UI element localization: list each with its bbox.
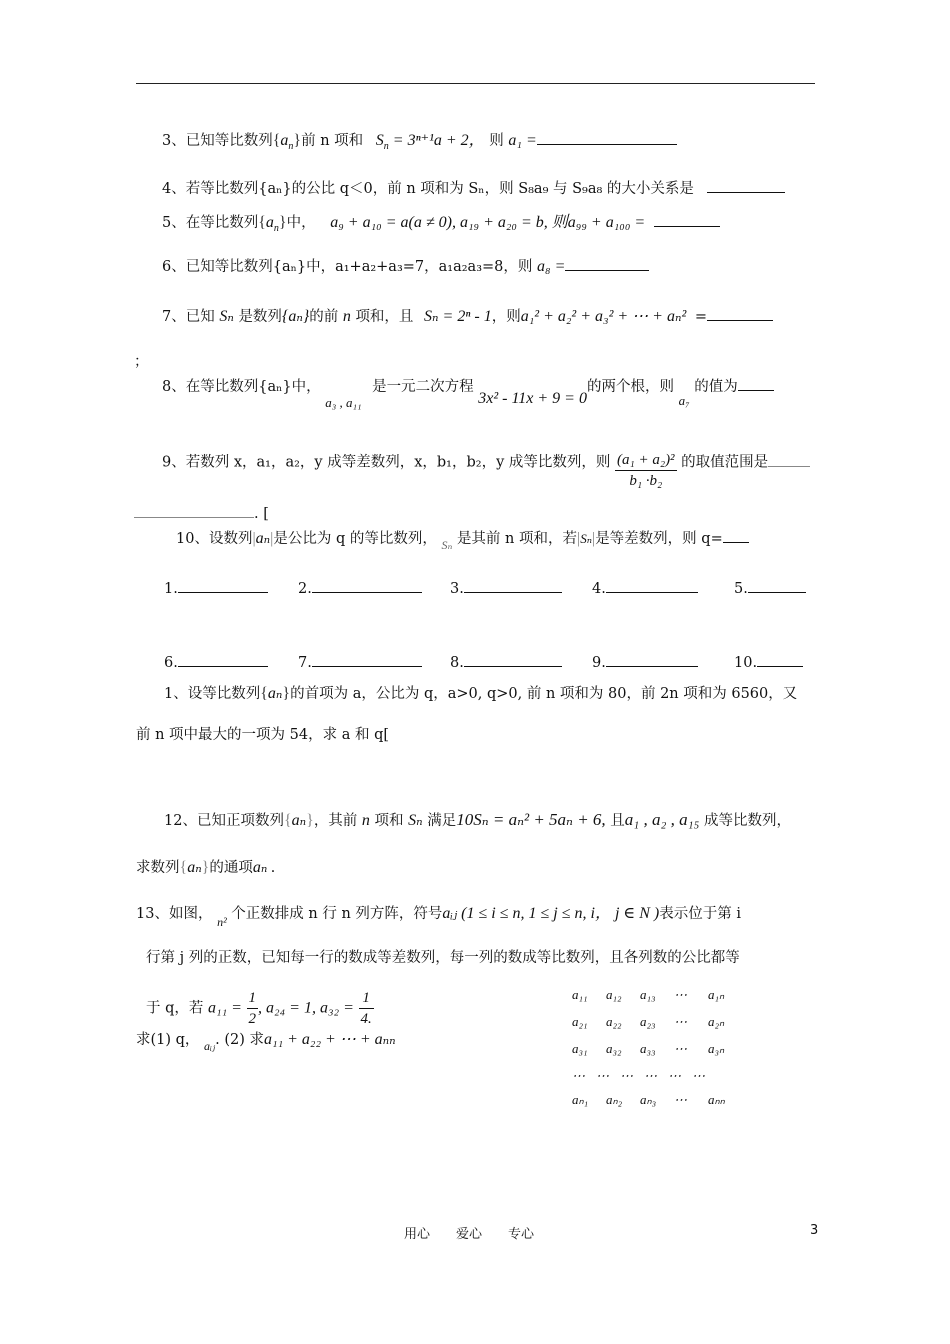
problem-13-line3 <box>146 988 374 1029</box>
p10-mid: 是公比为 q 的等比数列， <box>273 531 437 547</box>
p13-f2-den: 4. <box>360 1011 372 1027</box>
answer-label-2: 2. <box>298 581 312 597</box>
matrix-row-dots <box>572 1065 742 1089</box>
p12-lead: 12、已知正项数列 <box>164 813 284 829</box>
p5-lead: 5、在等比数列 <box>162 215 259 231</box>
matrix-cell: a₃ₙ <box>708 1041 725 1056</box>
p11-lead: 1、设等比数列 <box>164 686 261 702</box>
matrix-cell: ⋯ <box>692 1068 705 1083</box>
matrix-cell: a₁₃ <box>640 987 656 1002</box>
p12-mid4: 且 <box>610 813 625 829</box>
p13-fraction-half <box>247 988 259 1029</box>
p13-a11: a₁₁ = <box>208 999 242 1017</box>
answer-blank-p3[interactable] <box>537 130 677 145</box>
matrix-row-3 <box>572 1038 742 1065</box>
problem-13-line2: 行第 j 列的正数，已知每一行的数成等差数列，每一列的数成等比数列，且各列数的公比都等 <box>146 950 740 966</box>
p13-line4b: . (2) 求 <box>215 1032 264 1048</box>
p13-f2-num: 1 <box>359 988 374 1009</box>
matrix-cell: a₃₁ <box>572 1041 588 1056</box>
matrix-cell: ⋯ <box>674 1092 687 1107</box>
p5-mid: 中， <box>286 215 316 231</box>
matrix-cell: a₂ₙ <box>708 1014 725 1029</box>
footer-motto: 用心 爱心 专心 <box>404 1227 535 1242</box>
matrix-cell: a₁₂ <box>606 987 622 1002</box>
p10-seq2: Sₙ <box>580 531 592 546</box>
p12-formula: 10Sₙ = aₙ² + 5aₙ + 6, <box>456 810 606 829</box>
p12-line2a: 求数列 <box>136 860 180 876</box>
matrix-cell: a₁₁ <box>572 987 588 1002</box>
p7-mid4: ，则 <box>491 309 521 325</box>
matrix-cell: ⋯ <box>596 1068 609 1083</box>
p7-lead: 7、已知 <box>162 309 215 325</box>
problem-6 <box>162 256 649 277</box>
p12-mid3: 满足 <box>427 813 457 829</box>
p8-lead: 8、在等比数列{aₙ}中， <box>162 379 321 395</box>
matrix-figure <box>572 984 742 1116</box>
p3-mid: 前 n 项和 <box>301 133 364 149</box>
answer-blank-6[interactable] <box>178 652 268 667</box>
matrix-cell: aₙ₂ <box>606 1092 623 1107</box>
matrix-cell: a₃₂ <box>606 1041 622 1056</box>
answer-blank-5[interactable] <box>748 578 806 593</box>
p3-tail: 则 <box>489 133 504 149</box>
p7-formula2: a₁² + a₂² + a₃² + ⋯ + aₙ² <box>520 308 687 325</box>
p7-n: n <box>342 308 351 325</box>
p5-formula: a₉ + a₁₀ = a(a ≠ 0), a₁₉ + a₂₀ = b, 则a₉₉ + a₁₀₀ = <box>330 214 646 231</box>
answer-row-1 <box>164 578 806 599</box>
matrix-cell: a₂₃ <box>640 1014 656 1029</box>
p10-lead: 10、设数列 <box>176 531 253 547</box>
p13-aij: aᵢⱼ <box>204 1039 216 1053</box>
matrix-cell: a₁ₙ <box>708 987 725 1002</box>
answer-blank-p7[interactable] <box>707 306 773 321</box>
matrix-cell: a₃₃ <box>640 1041 656 1056</box>
p8-ask: a₇ <box>678 393 690 408</box>
problem-8 <box>162 376 774 410</box>
p9-cont: . [ <box>254 506 269 522</box>
p12-seq: aₙ <box>291 812 307 829</box>
answer-label-6: 6. <box>164 655 178 671</box>
answer-blank-7[interactable] <box>312 652 422 667</box>
matrix-row-2 <box>572 1011 742 1038</box>
p9-denominator: b₁ ·b₂ <box>629 473 663 489</box>
p13-line3b: , a₂₄ = 1, a₃₂ = <box>258 999 354 1017</box>
answer-blank-p9-cont[interactable] <box>134 503 254 518</box>
answer-label-10: 10. <box>734 655 758 671</box>
p13-n2: n² <box>217 915 227 929</box>
p3-lead: 3、已知等比数列 <box>162 133 273 149</box>
answer-blank-p4[interactable] <box>707 178 785 193</box>
p10-mid2: 是其前 n 项和，若 <box>456 531 577 547</box>
p3-seq-sub: n <box>288 140 294 152</box>
matrix-row-n <box>572 1089 742 1116</box>
p7-formula: Sₙ = 2ⁿ - 1 <box>424 308 492 325</box>
p12-n: n <box>361 812 370 829</box>
p12-s: Sₙ <box>408 812 423 829</box>
answer-blank-8[interactable] <box>464 652 562 667</box>
p13-lead: 13、如图， <box>136 906 213 922</box>
p13-f1-den: 2 <box>248 1011 257 1027</box>
p7-mid: 是数列 <box>238 309 282 325</box>
answer-row-2 <box>164 652 803 673</box>
problem-5: 5、在等比数列$\{a_n\}$中， a₉ + a₁₀ = a(a ≠ 0), a₁₉ + a₂₀ = b, 则a₉₉ + a₁₀₀ = <box>162 212 720 239</box>
p10-s: Sₙ <box>441 538 453 552</box>
answer-blank-4[interactable] <box>606 578 698 593</box>
answer-blank-9[interactable] <box>606 652 698 667</box>
p13-fraction-quarter <box>359 988 374 1029</box>
matrix-cell: aₙ₃ <box>640 1092 657 1107</box>
answer-blank-p9[interactable] <box>768 452 810 467</box>
p11-seq: aₙ <box>267 685 283 702</box>
p8-roots: a₃ , a₁₁ <box>325 395 362 410</box>
problem-4 <box>162 178 785 199</box>
p13-symbol: aᵢⱼ (1 ≤ i ≤ n, 1 ≤ j ≤ n, i， j ∈ N ) <box>442 905 660 922</box>
p3-seq: a <box>280 132 289 149</box>
p12-mid: ，其前 <box>313 813 358 829</box>
matrix-cell: a₂₂ <box>606 1014 622 1029</box>
p11-mid: 的首项为 a，公比为 q，a>0, q>0, 前 n 项和为 80，前 2n 项和为 6560，又 <box>290 686 798 702</box>
problem-11-line2: 前 n 项中最大的一项为 54，求 a 和 q[ <box>136 727 390 743</box>
matrix-cell: ⋯ <box>668 1068 681 1083</box>
matrix-cell: ⋯ <box>572 1068 585 1083</box>
p6-lead: 6、已知等比数列{aₙ}中，a₁+a₂+a₃=7，a₁a₂a₃=8，则 <box>162 259 533 275</box>
p13-f1-num: 1 <box>247 988 259 1009</box>
p5-seq: a <box>265 214 274 231</box>
p9-continuation <box>134 503 269 524</box>
p7-mid3: 项和，且 <box>355 309 414 325</box>
p13-tail: 表示位于第 i <box>659 906 741 922</box>
p8-tail: 的值为 <box>694 379 738 395</box>
p13-mid: 个正数排成 n 行 n 列方阵，符号 <box>231 906 443 922</box>
problem-11: 1、设等比数列{aₙ}的首项为 a，公比为 q，a>0, q>0, 前 n 项和为 80，前 2n 项和为 6560，又 <box>164 685 798 702</box>
matrix-cell: ⋯ <box>674 1014 687 1029</box>
answer-blank-10[interactable] <box>757 652 803 667</box>
answer-label-7: 7. <box>298 655 312 671</box>
answer-label-5: 5. <box>734 581 748 597</box>
p3-seq-brace: { <box>272 132 281 149</box>
answer-blank-p5[interactable] <box>654 212 720 227</box>
p9-fraction <box>615 450 677 491</box>
problem-13-line4 <box>136 1030 396 1053</box>
p10-tail: 是等差数列，则 q= <box>595 531 723 547</box>
p13-sum: a₁₁ + a₂₂ + ⋯ + aₙₙ <box>264 1031 396 1048</box>
p8-equation: 3x² - 11x + 9 = 0 <box>478 390 587 407</box>
matrix-cell: ⋯ <box>644 1068 657 1083</box>
p13-line3a: 于 q，若 <box>146 1000 204 1017</box>
problem-7 <box>162 306 773 327</box>
p12-tail: 成等比数列， <box>704 813 792 829</box>
p3-formula-s: S <box>375 132 384 149</box>
problem-12: 12、已知正项数列{aₙ}，其前 n 项和 Sₙ 满足10Sₙ = aₙ² + 5aₙ + 6, 且a₁ , a₂ , a₁₅ 成等比数列， <box>164 810 792 829</box>
header-rule <box>136 83 815 84</box>
answer-blank-p6[interactable] <box>565 256 649 271</box>
p8-mid: 是一元二次方程 <box>372 379 474 395</box>
problem-12-line2: 求数列{aₙ}的通项aₙ . <box>136 859 276 876</box>
answer-blank-p8[interactable] <box>738 376 774 391</box>
answer-label-1: 1. <box>164 581 178 597</box>
problem-9 <box>162 442 810 489</box>
p8-mid2: 的两个根，则 <box>586 379 674 395</box>
matrix-cell: aₙₙ <box>708 1092 725 1107</box>
p4-text: 4、若等比数列{aₙ}的公比 q＜0，前 n 项和为 Sₙ，则 S₈a₉ 与 S₉a₈ 的大小关系是 <box>162 181 694 197</box>
p10-seq: aₙ <box>255 530 271 547</box>
matrix-row-1 <box>572 984 742 1011</box>
problem-10: 10、设数列|aₙ|是公比为 q 的等比数列， $_{S_n}$ 是其前 n 项和，若|Sₙ|是等差数列，则 q= <box>176 528 749 549</box>
p12-terms: a₁ , a₂ , a₁₅ <box>624 810 700 829</box>
page-number: 3 <box>810 1223 819 1238</box>
answer-blank-1[interactable] <box>178 578 268 593</box>
p3-formula: = 3ⁿ⁺¹a + 2， <box>388 132 485 149</box>
answer-blank-2[interactable] <box>312 578 422 593</box>
p9-tail: 的取值范围是 <box>681 454 769 471</box>
p12-line2-seq: aₙ <box>187 859 202 876</box>
p9-lead: 9、若数列 x，a₁，a₂，y 成等差数列，x，b₁，b₂，y 成等比数列，则 <box>162 454 611 471</box>
p6-ask: a₈ = <box>537 258 566 275</box>
p12-line2c: aₙ . <box>252 859 276 876</box>
p7-eq: = <box>694 309 708 325</box>
matrix-cell: a₂₁ <box>572 1014 588 1029</box>
answer-label-9: 9. <box>592 655 606 671</box>
p7-mid2: 的前 <box>309 309 339 325</box>
p7-semicolon: ； <box>134 354 149 370</box>
p3-ask: a₁ = <box>508 132 537 149</box>
p9-numerator: (a₁ + a₂)² <box>615 450 677 471</box>
matrix-cell: ⋯ <box>620 1068 633 1083</box>
problem-3: 3、已知等比数列$\{a_n\}$前 n 项和 $S_n = 3^{n+1}a + 2$， 则 a₁ = <box>162 130 677 157</box>
answer-label-3: 3. <box>450 581 464 597</box>
p3-seq-brace-close: } <box>293 132 302 149</box>
answer-label-8: 8. <box>450 655 464 671</box>
matrix-cell: ⋯ <box>674 987 687 1002</box>
answer-blank-3[interactable] <box>464 578 562 593</box>
p12-line2b: 的通项 <box>209 860 253 876</box>
answer-label-4: 4. <box>592 581 606 597</box>
matrix-cell: aₙ₁ <box>572 1092 589 1107</box>
p7-s: Sₙ <box>219 308 234 325</box>
p13-line4a: 求(1) q， <box>136 1032 200 1048</box>
matrix-cell: ⋯ <box>674 1041 687 1056</box>
answer-blank-p10[interactable] <box>723 528 749 543</box>
problem-13 <box>136 904 741 929</box>
p7-seq: {aₙ} <box>281 308 310 325</box>
p12-mid2: 项和 <box>374 813 404 829</box>
